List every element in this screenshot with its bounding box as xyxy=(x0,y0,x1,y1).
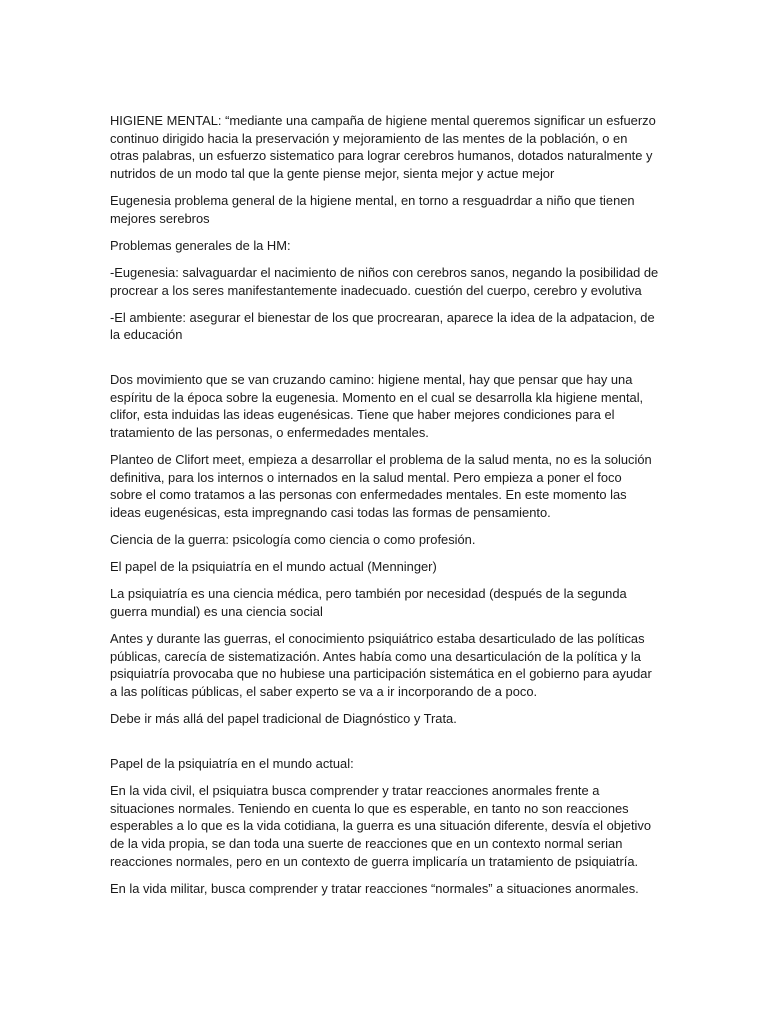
paragraph xyxy=(110,710,662,728)
text-line: situaciones normales. Teniendo en cuenta lo que es esperable, en tanto no son reacciones xyxy=(110,800,629,816)
text-line: El papel de la psiquiatría en el mundo actual (Menninger) xyxy=(110,559,437,575)
text-line: Papel de la psiquiatría en el mundo actual: xyxy=(110,755,354,771)
paragraph xyxy=(110,264,662,299)
paragraph xyxy=(110,880,662,898)
text-line: psiquiatría provocaba que no hubiese una participación sistemática en el gobierno para ayudar xyxy=(110,666,652,682)
text-line: En la vida militar, busca comprender y tratar reacciones “normales” a situaciones anormales. xyxy=(110,880,639,896)
text-line: Antes y durante las guerras, el conocimiento psiquiátrico estaba desarticulado de las políticas xyxy=(110,631,645,647)
blank-line xyxy=(110,354,662,372)
text-line: guerra mundial) es una ciencia social xyxy=(110,604,323,619)
text-line: Eugenesia problema general de la higiene mental, en torno a resguadrdar a niño que tienen xyxy=(110,192,635,208)
text-line: sobre el como tratamos a las personas con enfermedades mentales. En este momento las xyxy=(110,487,627,503)
paragraph xyxy=(110,112,662,182)
text-line: mejores serebros xyxy=(110,210,210,226)
blank-line xyxy=(110,737,662,755)
paragraph xyxy=(110,192,662,227)
text-line: la educación xyxy=(110,327,183,343)
paragraph xyxy=(110,782,662,870)
text-line: HIGIENE MENTAL: “mediante una campaña de higiene mental queremos significar un esfuerzo xyxy=(110,113,656,128)
text-line: Dos movimiento que se van cruzando camino: higiene mental, hay que pensar que hay una xyxy=(110,372,633,388)
text-line: reacciones normales, pero en un contexto de guerra implicaría un tratamiento de psiquiatría. xyxy=(110,853,639,869)
paragraph xyxy=(110,755,662,773)
paragraph xyxy=(110,371,662,441)
text-line: clifor, esta induidas las ideas eugenésicas. Tiene que haber mejores condiciones para el xyxy=(110,407,615,423)
text-line: ideas eugenésicas, esta impregnando casi todas las formas de pensamiento. xyxy=(110,504,551,520)
paragraph xyxy=(110,309,662,344)
text-line: La psiquiatría es una ciencia médica, pero también por necesidad (después de la segunda xyxy=(110,586,627,602)
text-line: a las políticas públicas, el saber experto se va a ir incorporando de a poco. xyxy=(110,683,538,699)
text-line: continuo dirigido hacia la preservación y mejoramiento de las mentes de la población, o en xyxy=(110,130,628,146)
text-line: procrear a los seres manifestantemente inadecuado. cuestión del cuerpo, cerebro y evolutiva xyxy=(110,282,642,298)
text-line: Ciencia de la guerra: psicología como ciencia o como profesión. xyxy=(110,532,476,548)
text-line: otras palabras, un esfuerzo sistematico para lograr cerebros humanos, dotados naturalmente y xyxy=(110,148,653,164)
text-line: esperables a lo que es la vida cotidiana, la guerra es una situación diferente, desvía el objetivo xyxy=(110,818,652,834)
text-line: Problemas generales de la HM: xyxy=(110,237,291,253)
text-line: -Eugenesia: salvaguardar el nacimiento de niños con cerebros sanos, negando la posibilidad de xyxy=(110,264,659,280)
text-line: nutridos de un modo tal que la gente piense mejor, sienta mejor y actue mejor xyxy=(110,165,555,181)
text-line: espíritu de la época sobre la eugenesia. Momento en el cual se desarrolla kla higiene mental, xyxy=(110,389,644,405)
text-line: definitiva, para los internos o internados en la salud mental. Pero empieza a poner el foco xyxy=(110,469,622,485)
paragraph xyxy=(110,451,662,521)
text-line: Planteo de Clifort meet, empieza a desarrollar el problema de la salud menta, no es la solución xyxy=(110,452,652,468)
text-line: Debe ir más allá del papel tradicional de Diagnóstico y Trata. xyxy=(110,711,457,727)
paragraph xyxy=(110,558,662,576)
document-body xyxy=(110,112,662,907)
text-line: de la vida propia, se dan toda una suerte de reacciones que en un contexto normal serian xyxy=(110,835,623,851)
text-line: públicas, carecía de sistematización. Antes había como una desarticulación de la política y la xyxy=(110,648,641,664)
paragraph xyxy=(110,630,662,700)
text-line: tratamiento de las personas, o enfermedades mentales. xyxy=(110,424,429,440)
paragraph xyxy=(110,237,662,255)
text-line: En la vida civil, el psiquiatra busca comprender y tratar reacciones anormales frente a xyxy=(110,783,600,799)
paragraph xyxy=(110,531,662,549)
text-line: -El ambiente: asegurar el bienestar de los que procrearan, aparece la idea de la adpatacion, de xyxy=(110,309,655,325)
paragraph xyxy=(110,585,662,620)
